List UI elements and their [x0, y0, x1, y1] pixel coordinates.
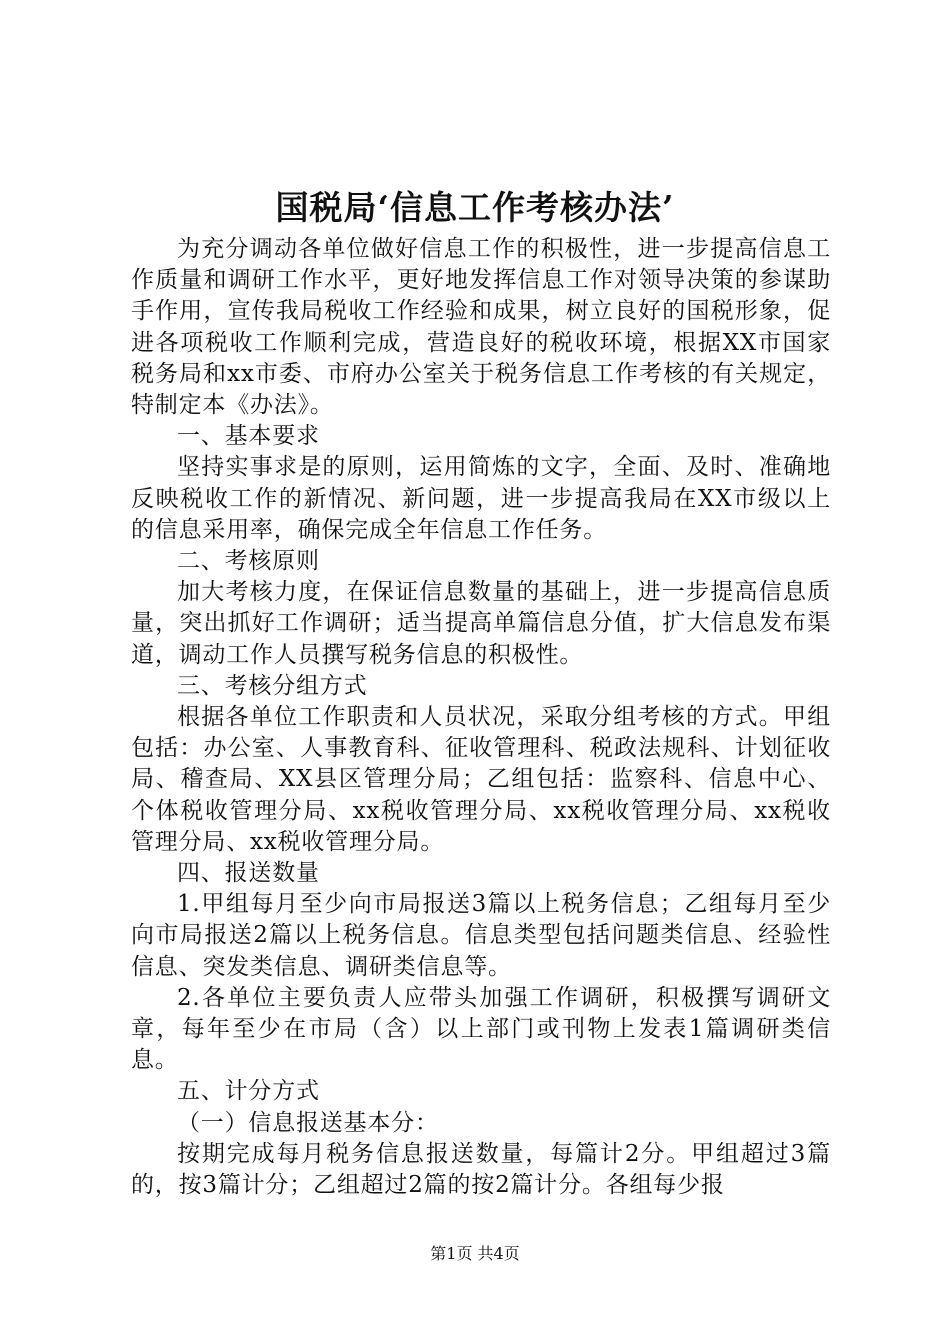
- intro-paragraph: 为充分调动各单位做好信息工作的积极性，进一步提高信息工作质量和调研工作水平，更好地发挥信息工作对领导决策的参谋助手作用，宣传我局税收工作经验和成果，树立良好的国税形象，促进各项税收工作顺利完成，营造良好的税收环境，根据XX市国家税务局和xx市委、市府办公室关于税务信息工作考核的有关规定，特制定本《办法》。: [131, 236, 831, 419]
- page-number-footer: 第1页 共4页: [430, 1244, 520, 1263]
- section-heading-assessment-principles: 二、考核原则: [177, 548, 320, 575]
- section-heading-grouping-method: 三、考核分组方式: [177, 672, 368, 699]
- section-heading-basic-requirements: 一、基本要求: [177, 423, 320, 450]
- document-body: [131, 234, 831, 1201]
- document-title: 国税局‘信息工作考核办法’: [275, 188, 675, 227]
- section-paragraph: 2.各单位主要负责人应带头加强工作调研，积极撰写调研文章，每年至少在市局（含）以上部门或刊物上发表1篇调研类信息。: [131, 984, 831, 1074]
- section-heading-submission-quantity: 四、报送数量: [177, 860, 320, 887]
- section-paragraph: 1.甲组每月至少向市局报送3篇以上税务信息；乙组每月至少向市局报送2篇以上税务信息。信息类型包括问题类信息、经验性信息、突发类信息、调研类信息等。: [131, 891, 831, 980]
- section-paragraph: 坚持实事求是的原则，运用简炼的文字，全面、及时、准确地反映税收工作的新情况、新问题，进一步提高我局在XX市级以上的信息采用率，确保完成全年信息工作任务。: [131, 454, 831, 543]
- section-paragraph: 加大考核力度，在保证信息数量的基础上，进一步提高信息质量，突出抓好工作调研；适当提高单篇信息分值，扩大信息发布渠道，调动工作人员撰写税务信息的积极性。: [131, 579, 831, 668]
- subsection-heading-basic-score: （一）信息报送基本分：: [177, 1109, 439, 1136]
- section-paragraph: 按期完成每月税务信息报送数量，每篇计2分。甲组超过3篇的，按3篇计分；乙组超过2篇的按2篇计分。各组每少报: [131, 1140, 831, 1199]
- section-heading-scoring-method: 五、计分方式: [177, 1078, 320, 1105]
- section-paragraph: 根据各单位工作职责和人员状况，采取分组考核的方式。甲组包括：办公室、人事教育科、征收管理科、税政法规科、计划征收局、稽查局、XX县区管理分局；乙组包括：监察科、信息中心、个体税收管理分局、xx税收管理分局、xx税收管理分局、xx税收管理分局、xx税收管理分局。: [131, 704, 831, 855]
